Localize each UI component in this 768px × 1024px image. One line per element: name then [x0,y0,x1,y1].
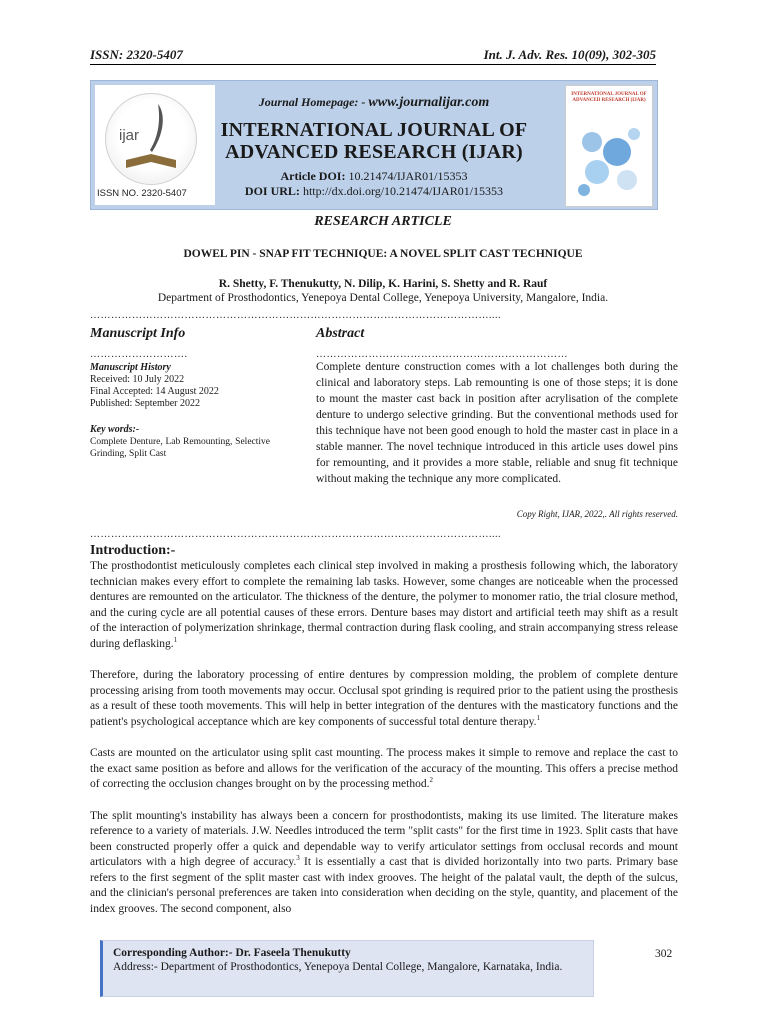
journal-banner [90,80,658,210]
logo-text: ijar [119,127,140,144]
received-date: Received: 10 July 2022 [90,374,185,385]
introduction-heading: Introduction:- [90,543,176,558]
author-address: Address:- Department of Prosthodontics, Yenepoya Dental College, Mangalore, Karnataka, India. [113,961,563,973]
keywords-label: Key words:- [90,424,140,435]
history-label: Manuscript History [90,362,171,373]
manuscript-info-heading: Manuscript Info [90,326,186,341]
doi-url-link[interactable]: http://dx.doi.org/10.21474/IJAR01/15353 [299,184,504,198]
citation-ref[interactable]: 3 [296,854,300,863]
corresponding-author-box [100,940,594,997]
published-date: Published: September 2022 [90,398,200,409]
paragraph-4: The split mounting's instability has always been a concern for prosthodontists, making its use limited. The literature makes reference to a variety of materials. J.W. Needles introduced the term "split casts" for the first time in 1923. Split casts that have been constructed properly offer a quick and dependable way to verify articulator settings from occlusal records and mount articulators with a high degree of accuracy.$^3$ It is essentially a cast that is divided horizontally into two parts. Primary base refers to the first segment of the split master cast with index grooves. The height of the palatal vault, the depth of the sulcus, and the clinician's personal preferences are taken into consideration when deciding on the style, quantity, and placement of the index grooves. The second component, also [90,809,678,915]
article-doi-label: Article DOI: [280,169,346,183]
running-header [90,47,656,65]
homepage-link[interactable]: www.journalijar.com [368,95,490,110]
author-list: R. Shetty, F. Thenukutty, N. Dilip, K. Harini, S. Shetty and R. Rauf [218,278,548,290]
homepage-label: Journal Homepage: - [258,95,369,109]
affiliation: Department of Prosthodontics, Yenepoya Dental College, Yenepoya University, Mangalore, India. [157,292,609,304]
journal-title-line-2: ADVANCED RESEARCH (IJAR) [225,141,523,163]
article-type: RESEARCH ARTICLE [314,214,452,229]
corresponding-author: Corresponding Author:- Dr. Faseela Thenukutty [113,947,351,959]
copyright-notice: Copy Right, IJAR, 2022,. All rights reserved. [516,509,678,519]
journal-cover-thumbnail [565,85,653,207]
header-rule [90,64,656,65]
citation-ref[interactable]: 2 [429,776,433,785]
introduction-body [90,559,678,933]
abstract-heading: Abstract [316,326,365,341]
paragraph-1: The prosthodontist meticulously completes each clinical step involved in making a prosthesis following which, the laboratory technician makes every effort to complete the remaining lab tasks. However, some changes are noticeable when the processed dentures are remounted on the articulator. The thickness of the denture, the polymer to monomer ratio, the trial closure method, and the curing cycle are all potential causes of these errors. Denture bases may distort and artificial teeth may shift as a result of the interaction of polymerization shrinkage, thermal contraction during flask cooling, and strain accompanying stress release during deflasking.$^1$ [90,560,678,650]
citation-ref[interactable]: 1 [173,635,178,644]
paper-title: DOWEL PIN - SNAP FIT TECHNIQUE: A NOVEL SPLIT CAST TECHNIQUE [183,248,583,260]
doi-url-label: DOI URL: [244,184,300,198]
article-doi: 10.21474/IJAR01/15353 [345,169,468,183]
molecule-graphic-icon [572,122,646,200]
separator-dots-bottom: …………………………………………………………………………………………………….... [90,530,501,540]
manuscript-info [90,362,270,460]
paragraph-3: Casts are mounted on the articulator using split cast mounting. The process makes it simple to remove and replace the cast to the exact same position as before and allows for the verification of the accuracy of the mounting. This offers a precise method of correcting the occlusion changes brought on by the processing method.$^2$ [90,747,678,790]
separator-dots-right: ……………………………………………………………… [316,350,568,360]
issn-label: ISSN: 2320-5407 [90,47,183,62]
paragraph-2: Therefore, during the laboratory processing of entire dentures by compression molding, the problem of complete denture processing arising from tooth movements may occur. Occlusal spot grinding is required prior to the patient using the prosthesis as a result of these tooth movements. This will help in better integration of the dentures with the masticatory functions and the patient's psychological acceptance which are key components of successful total denture therapy.$^1$ [90,669,678,728]
logo-issn: ISSN NO. 2320-5407 [97,188,187,199]
page-number: 302 [655,948,673,960]
cover-title: INTERNATIONAL JOURNAL OF ADVANCED RESEARCH (IJAR) [571,92,647,103]
keywords-list: Complete Denture, Lab Remounting, Selective Grinding, Split Cast [90,437,270,459]
accepted-date: Final Accepted: 14 August 2022 [90,386,219,397]
abstract-text: Complete denture construction comes with a lot challenges both during the clinical and laboratory steps. Lab remounting is one of those steps; it is done to mount the master cast back in position after acrylisation of the complete denture to undergo selective grinding. But the conventional methods used for this technique have not been good enough to hold the master cast in place in a stable manner. The novel technique introduced in this article uses dowel pins for remounting, and it provides a more stable, reliable and snug fit technique without making the technique any more complicated. [316,361,678,485]
separator-dots-top: …………………………………………………………………………………………………….... [90,311,501,321]
journal-title-line-1: INTERNATIONAL JOURNAL OF [220,119,528,141]
citation-label: Int. J. Adv. Res. 10(09), 302-305 [483,47,656,62]
separator-dots-left: ………………………. [90,350,188,360]
citation-ref[interactable]: 1 [536,713,540,722]
